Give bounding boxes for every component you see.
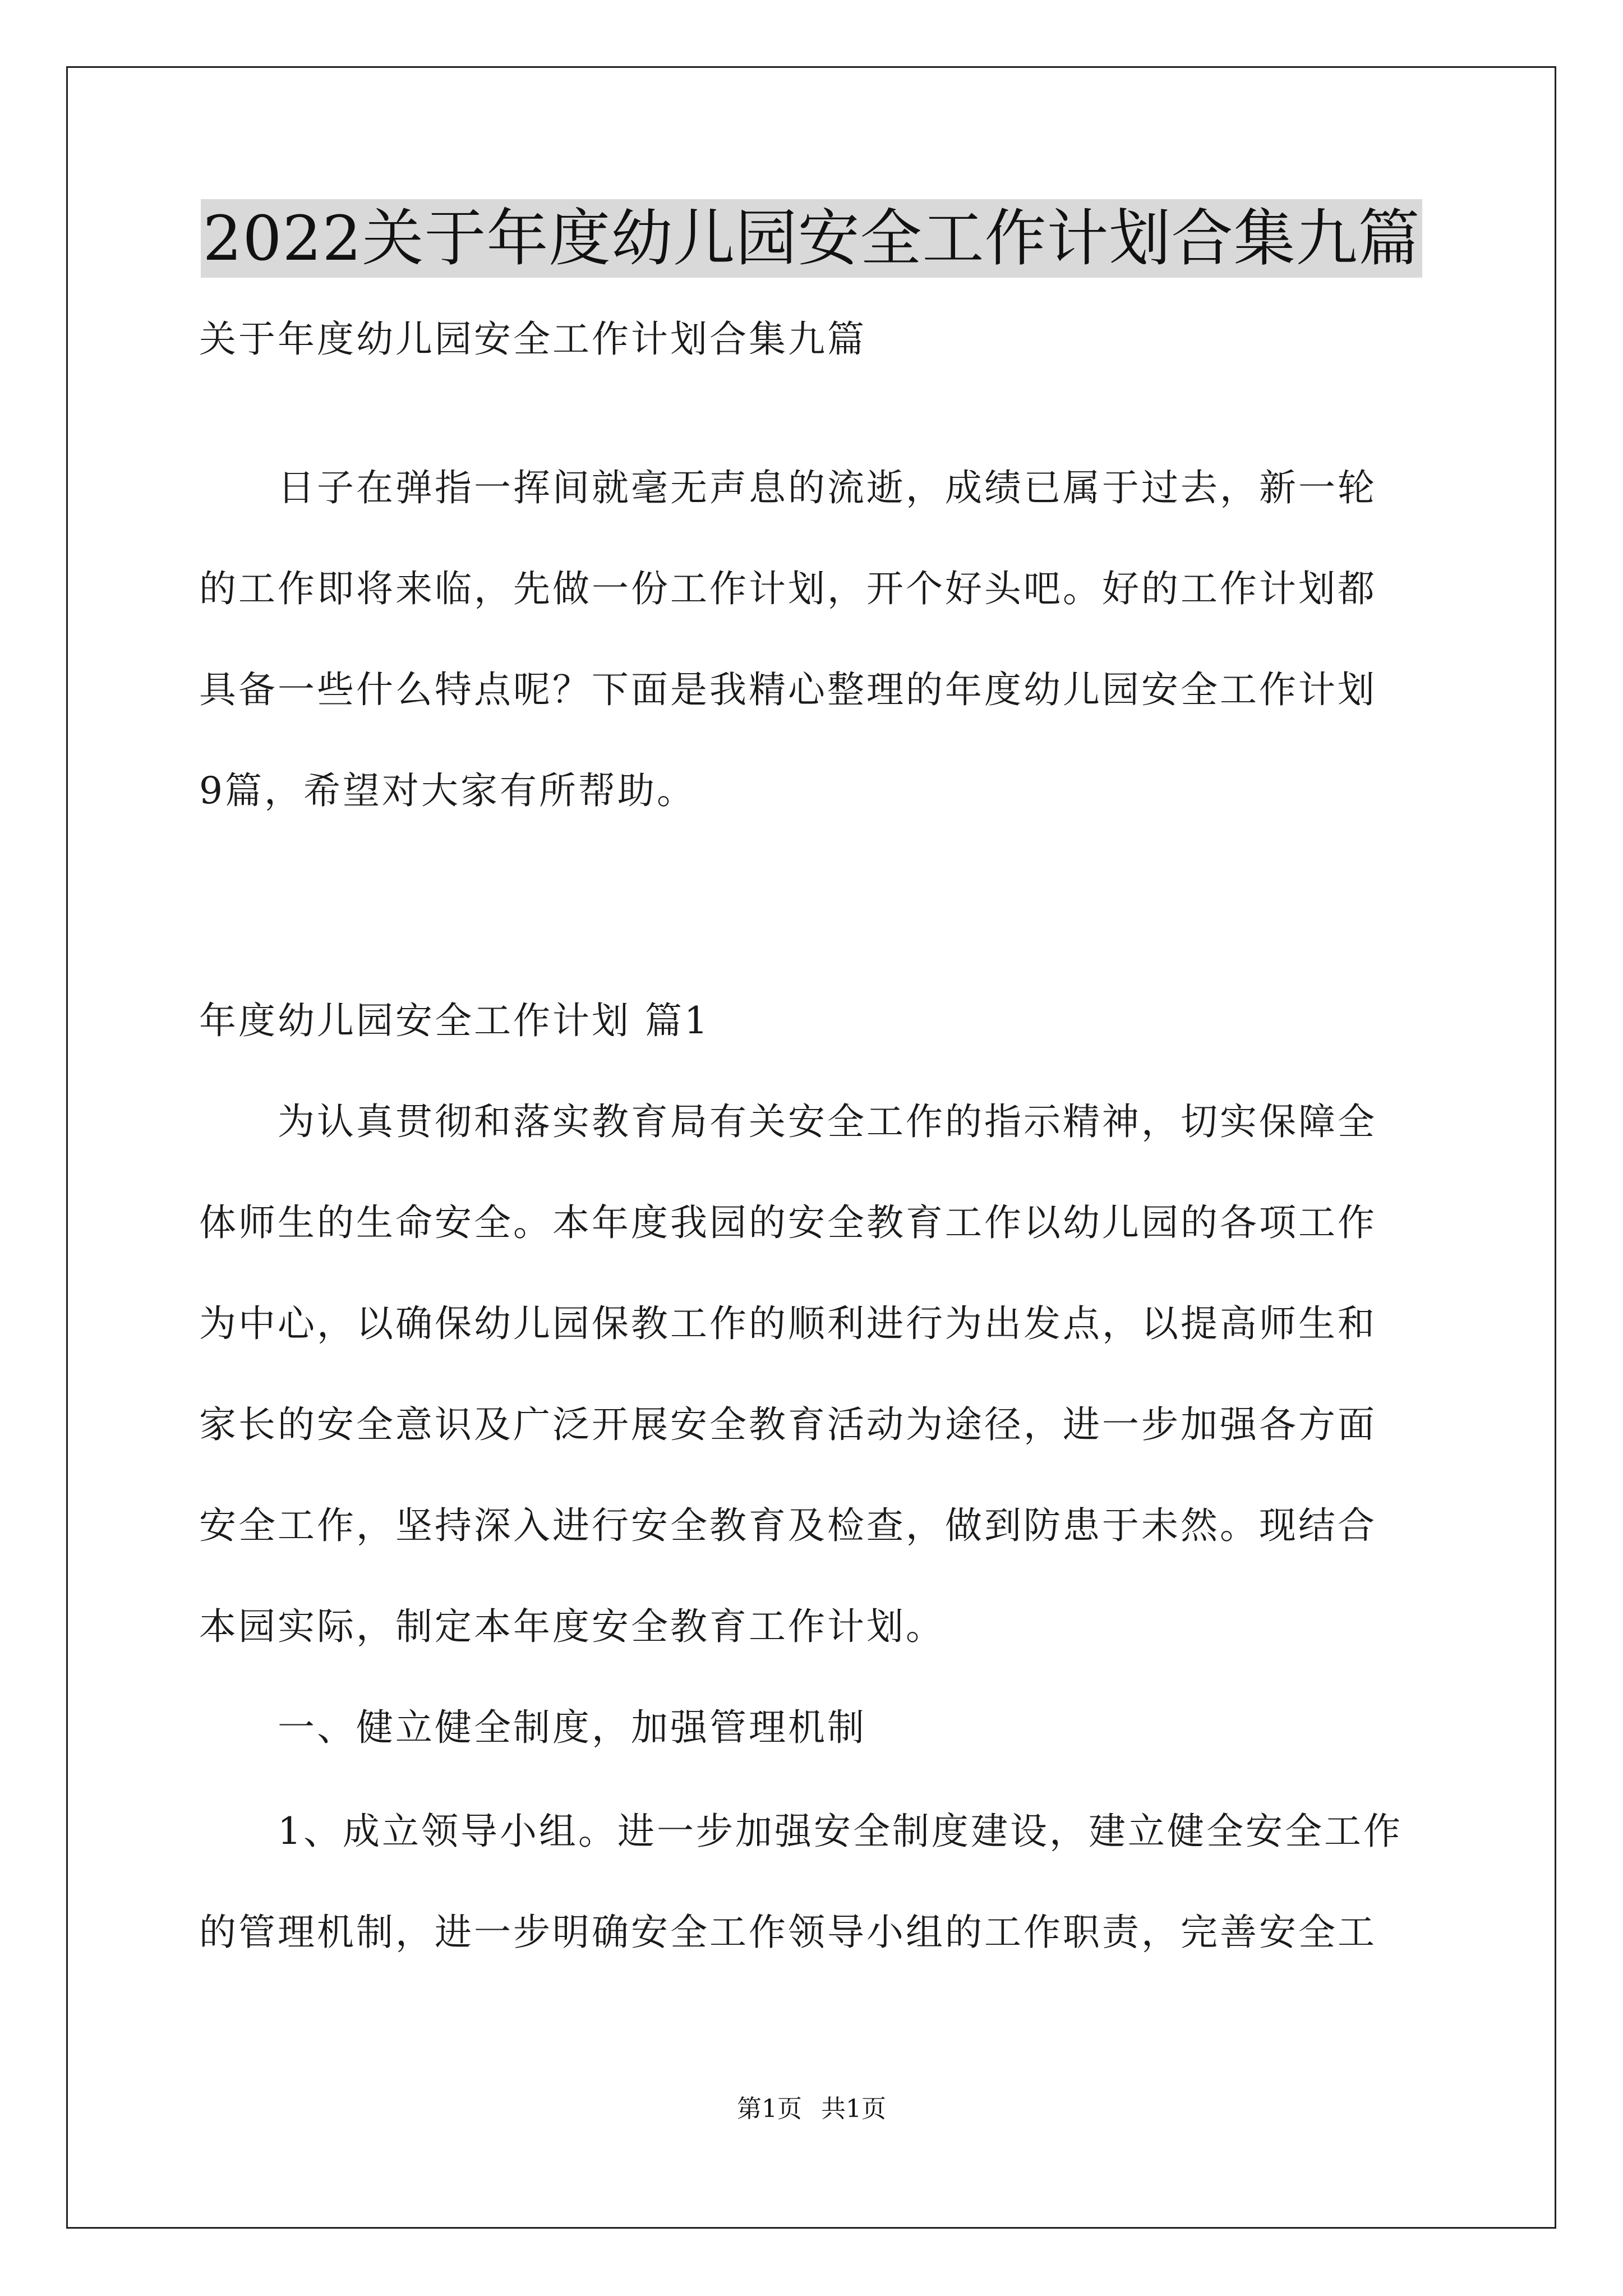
paragraph-line: 体师生的生命安全。本年度我园的安全教育工作以幼儿园的各项工作 — [199, 1201, 1377, 1244]
subtitle-line: 关于年度幼儿园安全工作计划合集九篇 — [199, 318, 866, 361]
section-heading: 年度幼儿园安全工作计划 篇1 — [199, 999, 710, 1042]
paragraph-line: 的工作即将来临，先做一份工作计划，开个好头吧。好的工作计划都 — [199, 567, 1377, 610]
paragraph-line: 本园实际，制定本年度安全教育工作计划。 — [199, 1605, 945, 1648]
page-total: 共1页 — [821, 2095, 886, 2123]
paragraph-line: 家长的安全意识及广泛开展安全教育活动为途径，进一步加强各方面 — [199, 1403, 1377, 1446]
page-footer — [0, 2092, 1623, 2126]
paragraph-line: 具备一些什么特点呢？下面是我精心整理的年度幼儿园安全工作计划 — [199, 668, 1377, 711]
paragraph-line: 安全工作，坚持深入进行安全教育及检查，做到防患于未然。现结合 — [199, 1504, 1377, 1547]
subheading-line: 一、健立健全制度，加强管理机制 — [199, 1706, 866, 1749]
paragraph-line: 为中心，以确保幼儿园保教工作的顺利进行为出发点，以提高师生和 — [199, 1302, 1377, 1345]
paragraph-line: 为认真贯彻和落实教育局有关安全工作的指示精神，切实保障全 — [199, 1100, 1377, 1143]
page-number: 第1页 — [737, 2095, 802, 2123]
document-title: 2022关于年度幼儿园安全工作计划合集九篇 — [201, 199, 1423, 278]
paragraph-line: 1、成立领导小组。进一步加强安全制度建设，建立健全安全工作 — [199, 1810, 1403, 1853]
title-container — [0, 199, 1623, 278]
paragraph-line: 9篇，希望对大家有所帮助。 — [199, 769, 696, 812]
paragraph-line: 日子在弹指一挥间就毫无声息的流逝，成绩已属于过去，新一轮 — [199, 466, 1377, 509]
paragraph-line: 的管理机制，进一步明确安全工作领导小组的工作职责，完善安全工 — [199, 1911, 1377, 1954]
